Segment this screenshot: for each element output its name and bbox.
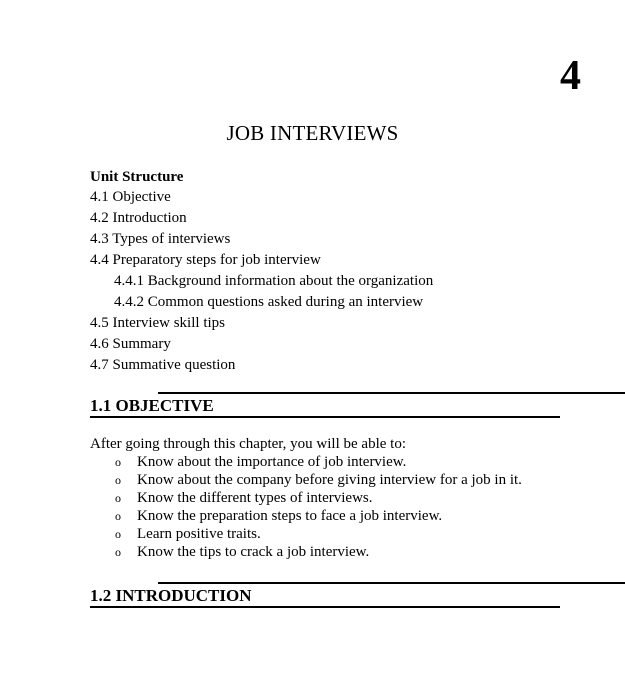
toc-item: 4.3 Types of interviews	[90, 231, 231, 247]
toc-item: 4.2 Introduction	[90, 210, 187, 226]
introduction-bottom-rule	[90, 606, 560, 608]
chapter-number: 4	[560, 53, 581, 99]
objective-bullet-text: Know the tips to crack a job interview.	[137, 544, 370, 560]
introduction-heading: 1.2 INTRODUCTION	[90, 586, 252, 605]
bullet-circle-icon: o	[115, 455, 121, 469]
objective-heading: 1.1 OBJECTIVE	[90, 396, 214, 415]
toc-item: 4.4.1 Background information about the organization	[114, 273, 434, 289]
bullet-circle-icon: o	[115, 527, 121, 541]
objective-bullet-text: Know about the importance of job interview.	[137, 454, 407, 470]
objective-intro: After going through this chapter, you will be able to:	[90, 436, 406, 452]
objective-bullet-item	[115, 543, 522, 561]
toc-item: 4.6 Summary	[90, 336, 171, 352]
objective-bullet-item	[115, 507, 522, 525]
objective-bullet-text: Know about the company before giving interview for a job in it.	[137, 472, 522, 488]
chapter-title: JOB INTERVIEWS	[226, 121, 399, 145]
objective-bottom-rule	[90, 416, 560, 418]
toc-item: 4.4.2 Common questions asked during an interview	[114, 294, 424, 310]
toc-item: 4.5 Interview skill tips	[90, 315, 225, 331]
unit-structure-list	[90, 187, 433, 376]
toc-item: 4.7 Summative question	[90, 357, 236, 373]
objective-bullet-item	[115, 489, 522, 507]
objective-bullet-item	[115, 471, 522, 489]
toc-item: 4.4 Preparatory steps for job interview	[90, 252, 321, 268]
objective-bullet-text: Know the preparation steps to face a job interview.	[137, 508, 443, 524]
introduction-top-rule	[158, 582, 625, 584]
objective-bullet-text: Learn positive traits.	[137, 526, 261, 542]
objective-bullet-item	[115, 453, 522, 471]
unit-structure-heading: Unit Structure	[90, 169, 184, 185]
bullet-circle-icon: o	[115, 473, 121, 487]
objective-bullet-text: Know the different types of interviews.	[137, 490, 373, 506]
objective-bullet-item	[115, 525, 522, 543]
bullet-circle-icon: o	[115, 545, 121, 559]
objective-top-rule	[158, 392, 625, 394]
objective-bullet-list	[115, 453, 522, 561]
toc-item: 4.1 Objective	[90, 189, 171, 205]
bullet-circle-icon: o	[115, 509, 121, 523]
bullet-circle-icon: o	[115, 491, 121, 505]
